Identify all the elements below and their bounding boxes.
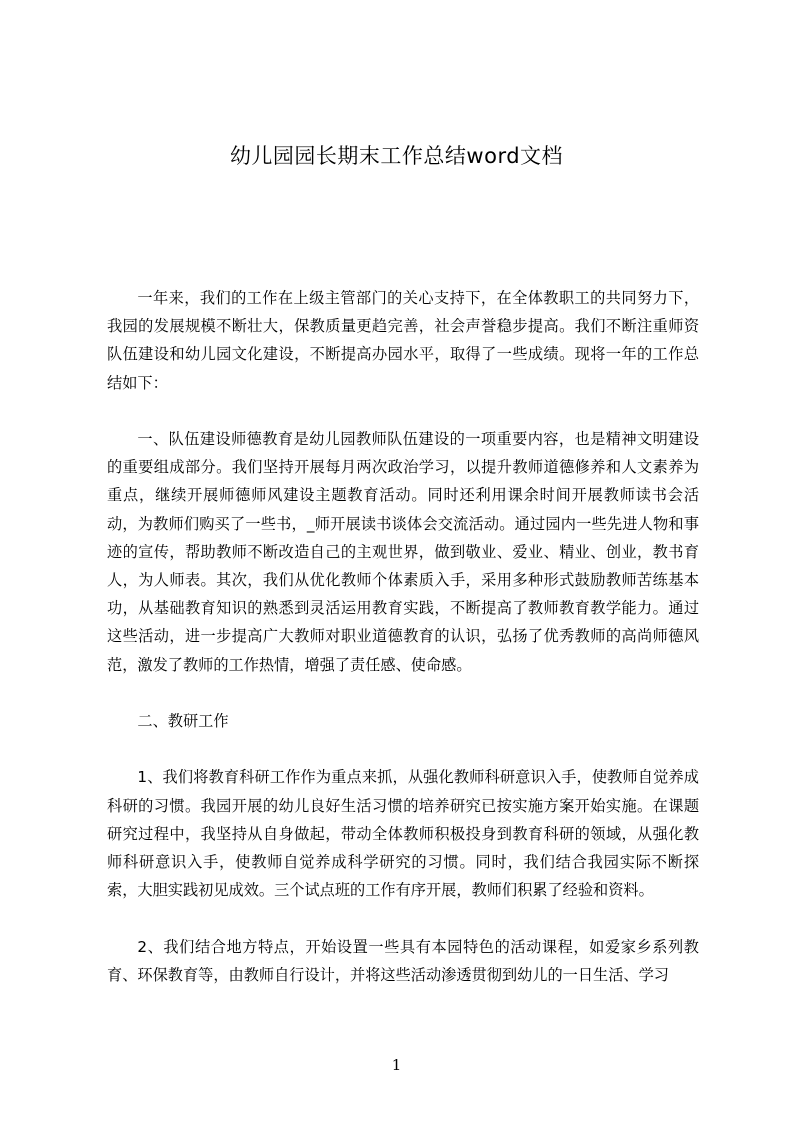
- section-heading-research: 二、教研工作: [137, 712, 229, 731]
- paragraph-intro: 一年来，我们的工作在上级主管部门的关心支持下，在全体教职工的共同努力下，我园的发展规模不断壮大，保教质量更趋完善，社会声誉稳步提高。我们不断注重师资队伍建设和幼儿园文化建设，不断提高办园水平，取得了一些成绩。现将一年的工作总结如下：: [107, 289, 699, 392]
- paragraph-research-2: 2、我们结合地方特点，开始设置一些具有本园特色的活动课程，如爱家乡系列教育、环保教育等，由教师自行设计，并将这些活动渗透贯彻到幼儿的一日生活、学习: [107, 937, 699, 984]
- document-title: 幼儿园园长期末工作总结word文档: [229, 144, 564, 168]
- page-number: 1: [391, 1056, 402, 1074]
- document-body: [107, 284, 699, 1017]
- paragraph-team-building: 一、队伍建设师德教育是幼儿园教师队伍建设的一项重要内容，也是精神文明建设的重要组成部分。我们坚持开展每月两次政治学习，以提升教师道德修养和人文素养为重点，继续开展师德师风建设主题教育活动。同时还利用课余时间开展教师读书会活动，为教师们购买了一些书，_师开展读书谈体会交流活动。通过园内一些先进人物和事迹的宣传，帮助教师不断改造自己的主观世界，做到敬业、爱业、精业、创业，教书育人，为人师表。其次，我们从优化教师个体素质入手，采用多种形式鼓励教师苦练基本功，从基础教育知识的熟悉到灵活运用教育实践，不断提高了教师教育教学能力。通过这些活动，进一步提高广大教师对职业道德教育的认识，弘扬了优秀教师的高尚师德风范，激发了教师的工作热情，增强了责任感、使命感。: [107, 430, 699, 674]
- paragraph-research-1: 1、我们将教育科研工作作为重点来抓，从强化教师科研意识入手，使教师自觉养成科研的习惯。我园开展的幼儿良好生活习惯的培养研究已按实施方案开始实施。在课题研究过程中，我坚持从自身做起，带动全体教师积极投身到教育科研的领域，从强化教师科研意识入手，使教师自觉养成科学研究的习惯。同时，我们结合我园实际不断探索，大胆实践初见成效。三个试点班的工作有序开展，教师们积累了经验和资料。: [107, 768, 699, 900]
